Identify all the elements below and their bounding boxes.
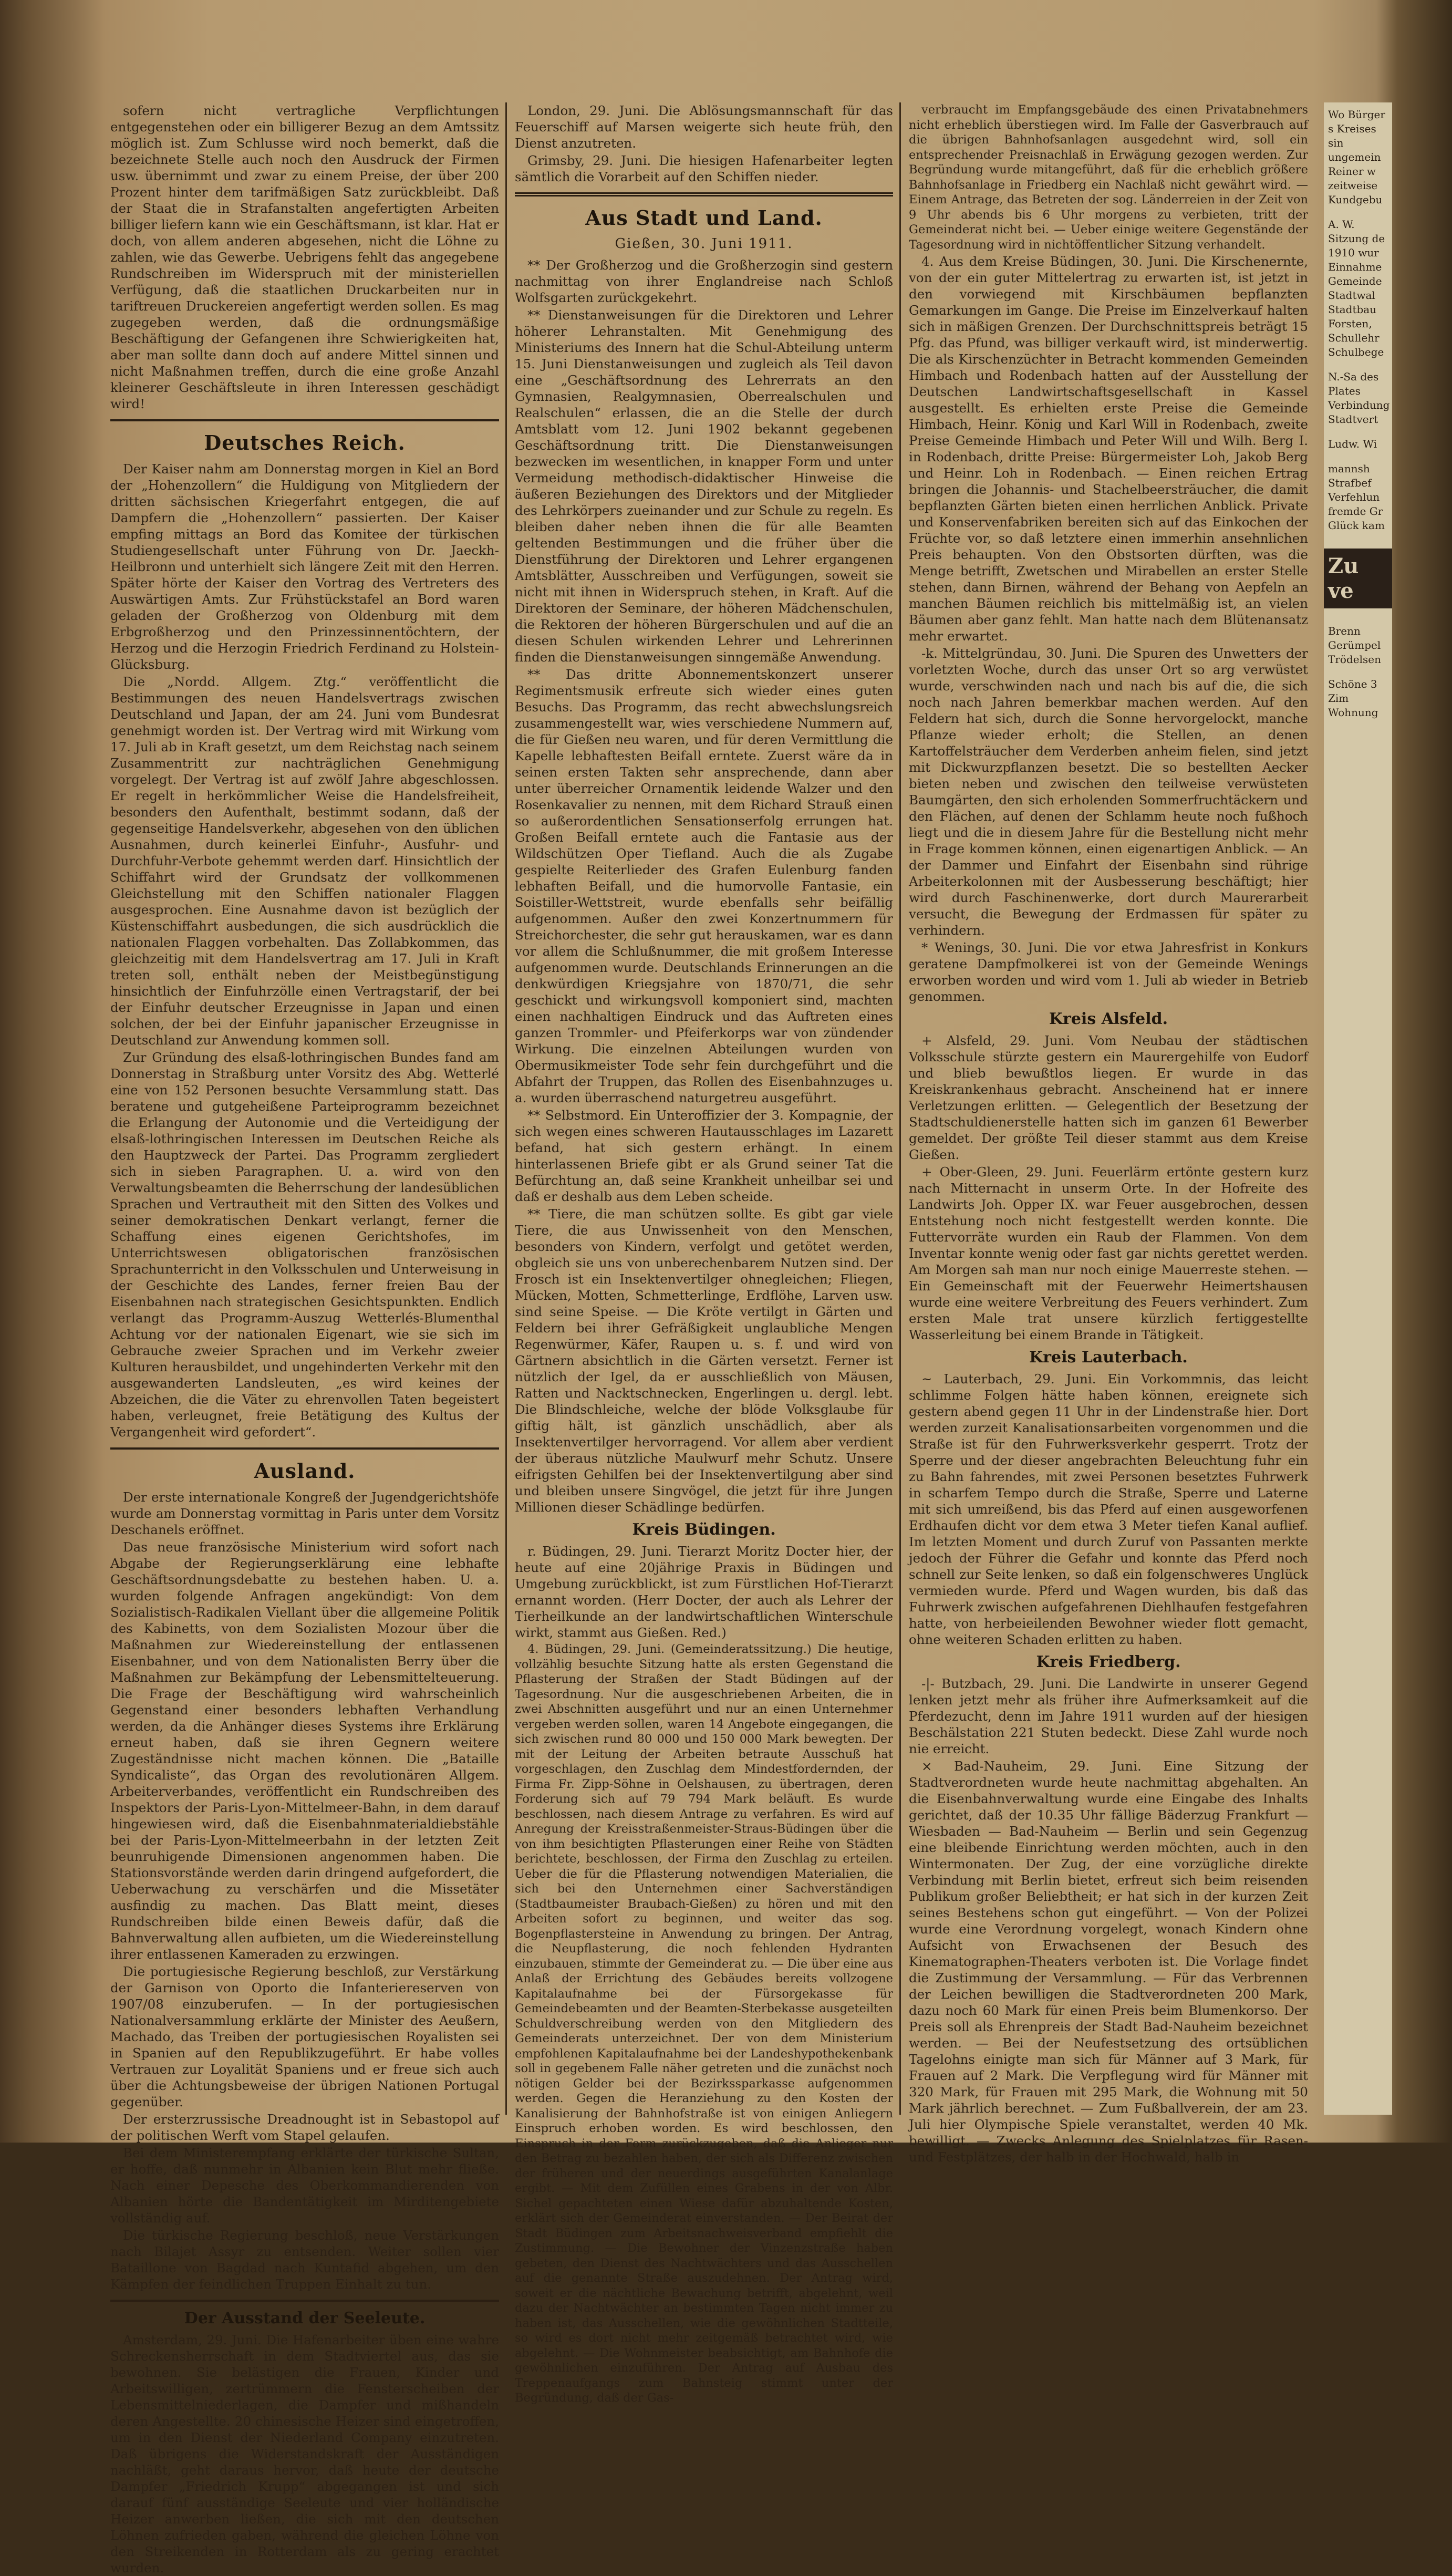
article-paragraph: Der erste internationale Kongreß der Jugendgerichtshöfe wurde am Donnerstag vormittag in Paris unter dem Vorsitz Deschanels eröffnet.	[110, 1489, 499, 1537]
cut-off-text: N.-Sa des Plates Verbindung Stadtvert	[1328, 370, 1390, 426]
article-paragraph: ** Selbstmord. Ein Unteroffizier der 3. Kompagnie, der sich wegen eines schweren Hautausschlages im Lazarett befand, hat sich gestern erhängt. In einem hinterlassenen Briefe gibt er als Grund seiner Tat die Befürchtung an, daß seine Krankheit unheilbar sei und daß er deshalb aus dem Leben scheide.	[515, 1108, 893, 1204]
article-paragraph: sofern nicht vertragliche Verpflichtungen entgegenstehen oder ein billigerer Bezug an dem Amtssitz möglich ist. Zum Schlusse wird noch bemerkt, daß die bezeichnete Stelle auch noch den Ausdruck der Firmen usw. übernimmt und zwar zu einem Preise, der über 200 Prozent hinter dem tarifmäßigen Satz zurückbleibt. Daß der Staat die in Strafanstalten angefertigten Arbeiten billiger liefern kann wie ein Geschäftsmann, ist klar. Hat er doch, von allem anderen abgesehen, nicht die Löhne zu zahlen, wie das Gewerbe. Uebrigens fehlt das angegebene Rundschreiben im Widerspruch mit der ministeriellen Verfügung, daß die staatlichen Druckarbeiten nur in tariftreuen Druckereien angefertigt werden sollen. Es mag zugegeben werden, daß die ordnungsmäßige Beschäftigung der Gefangenen ihre Schwierigkeiten hat, aber man sollte dann doch auf andere Mittel sinnen und nicht Maßnahmen treffen, durch die eine große Anzahl kleinerer Geschäftsleute in ihren Interessen geschädigt wird!	[110, 103, 499, 411]
article-paragraph: Das neue französische Ministerium wird sofort nach Abgabe der Regierungserklärung eine lebhafte Geschäftsordnungsdebatte zu bestehen haben. U. a. wurden folgende Anfragen angekündigt: Von dem Sozialistisch-Radikalen Viellant über die allgemeine Politik des Kabinetts, von dem Sozialisten Mozour über die Maßnahmen zur Wiedereinstellung der entlassenen Eisenbahner, und von dem Nationalisten Berry über die Maßnahmen zur Bekämpfung der Lebensmittelteuerung. Die Frage der Beschäftigung wird wahrscheinlich Gegenstand einer besonders lebhaften Verhandlung werden, da die Anhänger dieses Systems ihre Erklärung erneut haben, daß sie ihren Gegnern weitere Zugeständnisse nicht machen können. Die „Bataille Syndicaliste“, das Organ des revolutionären Allgem. Arbeiterverbandes, veröffentlicht ein Rundschreiben des Inspektors der Paris-Lyon-Mittelmeer-Bahn, in dem darauf hingewiesen wird, daß die Eisenbahnmaterialdiebstähle bei der Paris-Lyon-Mittelmeerbahn in der letzten Zeit beunruhigende Dimensionen angenommen haben. Die Stationsvorstände werden darin dringend aufgefordert, die Ueberwachung zu verschärfen und die Missetäter ausfindig zu machen. Das Blatt meint, dieses Rundschreiben bilde einen Beweis dafür, daß die Bahnverwaltung allen aufbieten, um die Wiedereinstellung ihrer entlassenen Kameraden zu erzwingen.	[110, 1539, 499, 1962]
article-paragraph: verbraucht im Empfangsgebäude des einen Privatabnehmers nicht erheblich überstiegen wird. Im Falle der Gasverbrauch auf die übrigen Bahnhofsanlagen ausgedehnt wird, soll ein entsprechender Preisnachlaß in Erwägung gezogen werden. Zur Begründung wurde mitangeführt, daß für die erheblich größere Bahnhofsanlage in Friedberg ein Nachlaß nicht gewährt wird. — Einem Antrage, das Betreten der sog. Länderreien in der Zeit von 9 Uhr abends bis 6 Uhr morgens zu verbieten, tritt der Gemeinderat nicht bei. — Ueber einige weitere Gegenstände der Tagesordnung wird in nichtöffentlicher Sitzung verhandelt.	[909, 103, 1308, 252]
article-paragraph: ** Das dritte Abonnementskonzert unserer Regimentsmusik erfreute sich wieder eines guten Besuchs. Das Programm, das recht abwechslungsreich zusammengestellt war, wies verschiedene Nummern auf, die für Gießen neu waren, und für deren Vermittlung die Kapelle lebhaftesten Beifall erntete. Zuerst wäre da in seinen ersten Takten sehr ansprechende, dann aber unter überreicher Ornamentik leidende Walzer und den Rosenkavalier zu nennen, mit dem Richard Strauß einen so außerordentlichen Sensationserfolg errungen hat. Großen Beifall erntete auch die Fantasie aus der Wildschützen Oper Tiefland. Auch die als Zugabe gespielte Reiterlieder des Grafen Eulenburg fanden lebhaften Beifall, und die humorvolle Fantasie, ein Soistiller-Wettstreit, wurde ebenfalls sehr beifällig aufgenommen. Außer den zwei Konzertnummern für Streichorchester, die sehr gut herauskamen, war es dann vor allem die Schlußnummer, die mit großem Interesse aufgenommen wurde. Deutschlands Erinnerungen an die denkwürdigen Kriegsjahre von 1870/71, die sehr geschickt und wirkungsvoll komponiert sind, machten einen nachhaltigen Eindruck und das Auftreten eines ganzen Trommler- und Pfeiferkorps war von zündender Wirkung. Die einzelnen Abteilungen wurden von Obermusikmeister Tode sehr fein durchgeführt und die Abfahrt der Truppen, das Rollen des Eisenbahnzuges u. a. wurden überraschend naturgetreu ausgeführt.	[515, 667, 893, 1105]
article-paragraph: Die portugiesische Regierung beschloß, zur Verstärkung der Garnison von Oporto die Infanteriereserven von 1907/08 einzuberufen. — In der portugiesischen Nationalversammlung erklärte der Minister des Aeußern, Machado, das Treiben der portugiesischen Royalisten sei in Spanien auf den Republikzugeführt. Er habe volles Vertrauen zur Loyalität Spaniens und er freue sich auch über die Achtungsbeweise der übrigen Nationen Portugal gegenüber.	[110, 1964, 499, 2109]
article-paragraph: -k. Mittelgründau, 30. Juni. Die Spuren des Unwetters der vorletzten Woche, durch das unser Ort so arg verwüstet wurde, verschwinden nach und nach bis auf die, die sich noch nach Jahren bemerkbar machen werden. Auf den Feldern hat sich, durch die Sonne hervorgelockt, manche Pflanze wieder erholt; die Stellen, an denen Kartoffelsträucher dem Verderben anheim fielen, sind jetzt mit Dickwurzpflanzen besetzt. Die so bestellten Aecker bieten neben und zwischen den teilweise verwüsteten Baumgärten, den sich erholenden Sommerfruchtäckern und den Flächen, auf denen der Schlamm heute noch fußhoch liegt und die in diesem Jahre für die Bestellung nicht mehr in Frage kommen können, einen eigenartigen Anblick. — An der Dammer und Einfahrt der Eisenbahn sind rührige Arbeiterkolonnen mit der Ausbesserung beschäftigt; hier wird durch Faschinenwerke, dort durch Maurerarbeit versucht, die Bewegung der Erdmassen für später zu verhindern.	[909, 646, 1308, 938]
section-rule	[110, 419, 499, 421]
article-paragraph: ~ Lauterbach, 29. Juni. Ein Vorkommnis, das leicht schlimme Folgen hätte haben können, ereignete sich gestern abend gegen 11 Uhr in der Lindenstraße hier. Dort werden zurzeit Kanalisationsarbeiten vorgenommen und die Straße ist für den Fuhrwerksverkehr gesperrt. Trotz der Sperre und der dieser angebrachten Beleuchtung fuhr ein zu Bahn fahrendes, mit zwei Personen besetztes Fuhrwerk in scharfem Tempo durch die Straße, Sperre und Laterne mit sich umreißend, bis das Pferd auf einen ausgeworfenen Erdhaufen dicht vor dem etwa 3 Meter tiefen Kanal auflief. Im letzten Moment und durch Zuruf von Passanten merkte jedoch der Führer die Gefahr und konnte das Pferd noch schnell zur Seite lenken, so daß ein folgenschweres Unglück vermieden wurde. Pferd und Wagen wurden, bis daß das Fuhrwerk zwischen aufgefahrenen Diehlhaufen festgefahren hatte, von herbeieilenden Bewohner wieder flott gemacht, ohne weiteren Schaden erlitten zu haben.	[909, 1371, 1308, 1647]
cut-off-text: Ludw. Wi	[1328, 438, 1377, 450]
article-paragraph: + Ober-Gleen, 29. Juni. Feuerlärm ertönte gestern kurz nach Mitternacht in unserm Orte. In der Hofreite des Landwirts Joh. Opper IX. war Feuer ausgebrochen, dessen Entstehung noch nicht festgestellt werden konnte. Die Futtervorräte wurden ein Raub der Flammen. Von dem Inventar konnte wenig oder fast gar nichts gerettet werden. Am Morgen sah man nur noch einige Mauerreste stehen. — Ein Gemeinschaft mit der Feuerwehr Heimertshausen wurde eine weitere Verbreitung des Feuers verhindert. Zum ersten Male trat unsere kürzlich fertiggestellte Wasserleitung bei einem Brande in Tätigkeit.	[909, 1164, 1308, 1342]
column-3	[909, 102, 1308, 2165]
district-heading: Kreis Büdingen.	[632, 1520, 776, 1539]
article-paragraph: r. Büdingen, 29. Juni. Tierarzt Moritz Docter hier, der heute auf eine 20jährige Praxis in Büdingen und Umgebung zurückblickt, ist zum Fürstlichen Hof-Tierarzt ernannt worden. (Herr Docter, der auch als Lehrer der Tierheilkunde an der landwirtschaftlichen Winterschule wirkt, stammt aus Gießen. Red.)	[515, 1544, 893, 1640]
article-paragraph: ** Der Großherzog und die Großherzogin sind gestern nachmittag von ihrer Englandreise nach Schloß Wolfsgarten zurückgekehrt.	[515, 257, 893, 305]
column-1	[110, 102, 499, 2575]
adjacent-page-edge	[1324, 102, 1392, 2115]
newspaper-page	[100, 102, 1392, 2575]
section-rule	[515, 192, 893, 196]
district-heading: Kreis Alsfeld.	[1049, 1010, 1168, 1028]
column-2	[515, 102, 893, 2405]
article-paragraph: 4. Aus dem Kreise Büdingen, 30. Juni. Die Kirschenernte, von der ein guter Mittelertrag zu erwarten ist, ist jetzt in den vorwiegend mit Kirschbäumen bepflanzten Gemarkungen im Gange. Die Preise im Einzelverkauf halten sich in mäßigen Grenzen. Der Durchschnittspreis beträgt 15 Pfg. das Pfund, was billiger verkauft wird, ist minderwertig. Die als Kirschenzüchter in Betracht kommenden Gemeinden Himbach und Rodenbach hatten auf der Ausstellung der Deutschen Landwirtschaftsgesellschaft in Kassel ausgestellt. Es erhielten erste Preise die Gemeinde Himbach, Heinr. König und Karl Will in Rodenbach, zweite Preise Gemeinde Himbach und Peter Will und Wilh. Berg I. in Rodenbach, dritte Preise: Bürgermeister Loh, Jakob Berg und Heinr. Loh in Rodenbach. — Einen reichen Ertrag bringen die Johannis- und Stachelbeersträucher, die damit bepflanzten Gärten bieten einen herrlichen Anblick. Private und Konservenfabriken bereiten sich auf das Einkochen der Früchte vor, so daß letztere einen immerhin ansehnlichen Preis behaupten. Von den Obstsorten dürften, was die Menge betrifft, Zwetschen und Mirabellen an erster Stelle stehen, dann Birnen, während der Behang von Aepfeln an manchen Bäumen reichlich bis mittelmäßig ist, an vielen Bäumen aber ganz fehlt. Man hatte nach dem Blütenansatz mehr erwartet.	[909, 254, 1308, 644]
article-paragraph: Die türkische Regierung beschloß, neue Verstärkungen nach Bilajet Assyr zu entsenden. Weiter sollen vier Bataillone von Bagdad nach Kuntafid abgehen, um den Kämpfen der feindlichen Truppen Einhalt zu tun.	[110, 2228, 499, 2292]
cut-off-text: Brenn Gerümpel Trödelsen	[1328, 625, 1381, 666]
section-rule	[110, 2300, 499, 2302]
district-heading: Der Ausstand der Seeleute.	[184, 2309, 426, 2327]
ad-heading: Zu ve	[1324, 549, 1392, 608]
column-divider	[899, 102, 901, 2115]
article-paragraph: Die „Nordd. Allgem. Ztg.“ veröffentlicht die Bestimmungen des neuen Handelsvertrags zwischen Deutschland und Japan, der am 24. Juni vom Bundesrat genehmigt worden ist. Der Vertrag wird mit Wirkung vom 17. Juli ab in Kraft gesetzt, um dem Reichstag nach seinem Zusammentritt zur nachträglichen Genehmigung vorgelegt. Der Vertrag ist auf zwölf Jahre abgeschlossen. Er regelt in herkömmlicher Weise die Handelsfreiheit, besonders den Aufenthalt, bestimmt sodann, daß der gegenseitige Handelsverkehr, abgesehen von den üblichen Ausnahmen, durch keinerlei Einfuhr-, Ausfuhr- und Durchfuhr-Verbote gehemmt werden darf. Hinsichtlich der Schiffahrt wird der Grundsatz der vollkommenen Gleichstellung mit den Schiffen nationaler Flaggen ausgesprochen. Eine Ausnahme davon ist bezüglich der Küstenschiffahrt ausbedungen, die sich ausdrücklich die nationalen Flaggen vorbehalten. Das Zollabkommen, das gleichzeitig mit dem Handelsvertrag am 17. Juli in Kraft treten soll, enthält neben der Meistbegünstigung hinsichtlich der Einfuhrzölle einen Vertragstarif, der bei der Einfuhr deutscher Erzeugnisse in Japan und einen solchen, der bei der Einfuhr japanischer Erzeugnisse in Deutschland zur Anwendung kommen soll.	[110, 674, 499, 1048]
district-heading: Kreis Friedberg.	[1036, 1653, 1181, 1671]
cut-off-text: mannsh Strafbef Verfehlun fremde Gr Glück kam	[1328, 462, 1385, 532]
article-paragraph: × Bad-Nauheim, 29. Juni. Eine Sitzung der Stadtverordneten wurde heute nachmittag abgehalten. An die Eisenbahnverwaltung wurde eine Eingabe des Inhalts gerichtet, daß der 10.35 Uhr fällige Bäderzug Frankfurt — Wiesbaden — Bad-Nauheim — Berlin und sein Gegenzug eine bleibende Einrichtung werden möchten, auch in den Wintermonaten. Der Zug, der eine vorzügliche direkte Verbindung mit Berlin bietet, erfreut sich beim reisenden Publikum großer Beliebtheit; er hat sich in der kurzen Zeit seines Bestehens schon gut eingeführt. — Von der Polizei wurde eine Verordnung vorgelegt, wonach Kindern ohne Aufsicht von Erwachsenen der Besuch des Kinematographen-Theaters verboten ist. Die Vorlage findet die Zustimmung der Versammlung. — Für das Verbrennen der Leichen bewilligen die Stadtverordneten 200 Mark, dazu noch 60 Mark für einen Preis beim Blumenkorso. Der Preis soll als Ehrenpreis der Stadt Bad-Nauheim bezeichnet werden. — Bei der Neufestsetzung des ortsüblichen Tagelohns einigte man sich für Männer auf 3 Mark, für Frauen auf 2 Mark. Die Verpflegung wird für Männer mit 320 Mark, für Frauen mit 295 Mark, die Wohnung mit 50 Mark jährlich berechnet. — Zum Fußballverein, der am 23. Juli hier Olympische Spiele veranstaltet, werden 40 Mk. bewilligt. — Zwecks Anlegung des Spielplatzes für Rasen- und Festplätzes, der halb in der Hochwald, halb in	[909, 1758, 1308, 2165]
cut-off-text: Schöne 3 Zim Wohnung	[1328, 678, 1378, 719]
article-paragraph: Zur Gründung des elsaß-lothringischen Bundes fand am Donnerstag in Straßburg unter Vorsitz des Abg. Wetterlé eine von 152 Personen besuchte Versammlung statt. Das beratene und gutgeheißene Parteiprogramm bezeichnet die Erlangung der Autonomie und die Verteidigung der elsaß-lothringischen Interessen im Deutschen Reiche als den Hauptzweck der Partei. Das Programm zergliedert sich in sieben Paragraphen. U. a. wird von den Verwaltungsbeamten die Beherrschung der landesüblichen Sprachen und Vertrautheit mit den Sitten des Volkes und seiner demokratischen Denkart verlangt, ferner die Schaffung eines eigenen Gerichtshofes, im Unterrichtswesen obligatorischen französischen Sprachunterricht in den Volksschulen und Unterweisung in der Geschichte des Landes, ferner freien Bau der Eisenbahnen nach strategischen Gesichtspunkten. Endlich verlangt das Programm-Auszug Wetterlés-Blumenthal Achtung vor der nationalen Eigenart, wie sie sich im Gebrauche zweier Sprachen und im Verkehr zweier Kulturen herausbildet, und ungehinderten Verkehr mit den ausgewanderten Landsleuten, „es wird keines der Abzeichen, die die Väter zu ehrenvollen Taten begeistert haben, verleugnet, freie Betätigung des Kultus der Vergangenheit wird gefordert“.	[110, 1050, 499, 1440]
article-paragraph: -|- Butzbach, 29. Juni. Die Landwirte in unserer Gegend lenken jetzt mehr als früher ihre Aufmerksamkeit auf die Pferdezucht, denn im Jahre 1911 wurden auf der hiesigen Beschälstation 221 Stuten bedeckt. Diese Zahl wurde noch nie erreicht.	[909, 1676, 1308, 1756]
article-paragraph: + Alsfeld, 29. Juni. Vom Neubau der städtischen Volksschule stürzte gestern ein Maurergehilfe von Eudorf und blieb bewußtlos liegen. Er wurde in das Kreiskrankenhaus gebracht. Anscheinend hat er innere Verletzungen erlitten. — Gelegentlich der Besetzung der Stadtschuldienerstelle hatten sich im ganzen 61 Bewerber gemeldet. Der größte Teil dieser stammt aus dem Kreise Gießen.	[909, 1033, 1308, 1162]
article-paragraph: ** Tiere, die man schützen sollte. Es gibt gar viele Tiere, die aus Unwissenheit von den Menschen, besonders von Kindern, verfolgt und getötet werden, obgleich sie uns von unberechenbarem Nutzen sind. Der Frosch ist ein Insektenvertilger ohnegleichen; Fliegen, Mücken, Motten, Schmetterlinge, Erdflöhe, Larven usw. sind seine Speise. — Die Kröte vertilgt in Gärten und Feldern bei ihrer Gefräßigkeit unglaubliche Mengen Regenwürmer, Käfer, Raupen u. s. f. und wird von Gärtnern absichtlich in die Gärten versetzt. Ferner ist nützlich der Igel, da er ausschließlich von Mäusen, Ratten und Nacktschnecken, Engerlingen u. dergl. lebt. Die Blindschleiche, welche der blöde Volksglaube für giftig hält, ist gänzlich unschädlich, aber als Insektenvertilger hervorragend. Vor allem aber verdient der überaus nützliche Maulwurf mehr Schutz. Unsere eifrigsten Gehilfen bei der Insektenvertilgung aber sind und bleiben unsere Singvögel, die jetzt für ihre Jungen Millionen dieser Schädlinge bedürfen.	[515, 1206, 893, 1515]
article-paragraph: Der ersterzrussische Dreadnought ist in Sebastopol auf der politischen Werft vom Stapel gelaufen.	[110, 2112, 499, 2143]
article-paragraph: * Wenings, 30. Juni. Die vor etwa Jahresfrist in Konkurs geratene Dampfmolkerei ist von der Gemeinde Wenings erworben worden und wird vom 1. Juli ab wieder in Betrieb genommen.	[909, 940, 1308, 1004]
cut-off-text: Wo Bürger s Kreises sin ungemein Reiner w zeitweise Kundgebu	[1328, 108, 1385, 206]
section-heading: Ausland.	[254, 1459, 356, 1483]
dateline: Gießen, 30. Juni 1911.	[615, 236, 793, 252]
district-heading: Kreis Lauterbach.	[1029, 1348, 1188, 1367]
article-paragraph: Grimsby, 29. Juni. Die hiesigen Hafenarbeiter legten sämtlich die Vorarbeit auf den Schiffen nieder.	[515, 153, 893, 184]
article-paragraph: 4. Büdingen, 29. Juni. (Gemeinderatssitzung.) Die heutige, vollzählig besuchte Sitzung hatte als ersten Gegenstand die Pflasterung der Straßen der Stadt Büdingen auf der Tagesordnung. Nur die ausgeschriebenen Arbeiten, die in zwei Abschnitten ausgeführt und nur an einen Unternehmer vergeben werden sollen, waren 14 Angebote eingegangen, die sich zwischen rund 80 000 und 150 000 Mark bewegten. Der mit der Leitung der Arbeiten betraute Ausschuß hat vorgeschlagen, den Zuschlag dem Mindestfordernden, der Firma Fr. Zipp-Söhne in Oelshausen, zu übertragen, deren Forderung sich auf 79 794 Mark beläuft. Es wurde beschlossen, nach diesem Antrage zu verfahren. Es wird auf Anregung der Kreisstraßenmeister-Straus-Büdingen über die von ihm besichtigten Pflasterungen einer Reihe von Städten berichtete, beschlossen, der Firma den Zuschlag zu erteilen. Ueber die für die Pflasterung notwendigen Materialien, die sich bei den Unternehmen einer Sachverständigen (Stadtbaumeister Braubach-Gießen) zu hören und mit den Arbeiten sofort zu beginnen, und weiter das sog. Bogenpflastersteine in Anwendung zu bringen. Der Antrag, die Neupflasterung, die noch fehlenden Hydranten einzubauen, stimmte der Gemeinderat zu. — Die über eine aus Anlaß der Errichtung des Gebäudes bereits vollzogene Kapitalaufnahme bei der Fürsorgekasse für Gemeindebeamten und der Beamten-Sterbekasse ausgeteilten Schuldverschreibung werden von den Mitgliedern des Gemeinderats unterzeichnet. Der von dem Ministerium empfohlenen Kapitalaufnahme bei der Landeshypothekenbank soll in gegebenem Falle näher getreten und die zunächst noch nötigen Gelder bei der Bezirkssparkasse aufgenommen werden. Gegen die Heranziehung zu den Kosten der Kanalisierung der Bahnhofstraße ist von einigen Anliegern Einspruch erhoben worden. Es wird beschlossen, den Einspruch in der Form zurückzugeben, daß die Anlieger nur den Betrag zu bezahlen haben, der sich als Differenz zwischen der früheren und der neuerdings ausgeführten Kanalanlage ergibt. — Mit dem Zufüllen eines Grabens in der von Albr. Sichel gepachteten einen Wiese dafür abzuhaltende Kosten, erklärt sich der Gemeinderat einverstanden. — Der Beirat der Stadt Büdingen zum Arbeitsnachweisverband empfiehlt die Zustimmung. — Die Bewohner der Vinzenzstraße haben gebeten, den Dienst des Nachtwächters und das Ausschellen auf die genannte Straße auszudehnen. Der Antrag wird, soweit er die nächtliche Bewachung betrifft, abgelehnt, weil dazu der Nachtwächter an bestimmten Tagen nicht immer zu haben ist, das Ausschellen, wie die gewöhnlichen Stadtteile, so wird es dort nicht mehr zeitgemäß betrachtet wird, wie abgelehnt. — Die Wohnmeister beabsichtigt, am Bahnhofe die gewöhnlichen einzuführen. Der Antrag auf Ausbau des Treppenaufgangs zum Bahnsteig stimmt unter der Begründung, daß der Gas-	[515, 1642, 893, 2405]
section-heading: Deutsches Reich.	[204, 431, 406, 454]
article-paragraph: London, 29. Juni. Die Ablösungsmannschaft für das Feuerschiff auf Marsen weigerte sich heute früh, den Dienst anzutreten.	[515, 103, 893, 151]
section-heading: Aus Stadt und Land.	[585, 206, 823, 230]
article-paragraph: Amsterdam, 29. Juni. Die Hafenarbeiter üben eine wahre Schreckensherrschaft in dem Stadtviertel aus, das sie bewohnen. Sie belästigen die Frauen, Kinder und Arbeitswilligen, zertrümmern die Fensterscheiben der Lebensmittelniederlagen, die Dampfer und mißhandeln deren Angestellte. 20 chinesische Heizer sind eingetroffen, um in den Dienst der Niederland Company einzutreten. Daß übrigens die Widerstandskraft der Ausständigen nachläßt, geht daraus hervor, daß heute der deutsche Dampfer „Friedrich Krupp“ abgegangen ist und sich darauf fünf ausständige Seeleute und vier holländische Heizer anwerben ließen, die sich mit den deutschen Löhnen zufrieden gaben, während die gleichen Löhne von den Streikenden in Rotterdam als zu gering erachtet wurden.	[110, 2332, 499, 2575]
column-divider	[505, 102, 507, 2115]
article-paragraph: ** Dienstanweisungen für die Direktoren und Lehrer höherer Lehranstalten. Mit Genehmigung des Ministeriums des Innern hat die Schul-Abteilung unterm 15. Juni Dienstanweisungen und zugleich als Teil davon eine „Geschäftsordnung des Lehrerrats an den Gymnasien, Realgymnasien, Oberrealschulen und Realschulen“ erlassen, die an die Stelle der durch Amtsblatt vom 12. Juni 1902 bekannt gegebenen Geschäftsordnung tritt. Die Dienstanweisungen bezwecken im wesentlichen, in knapper Form und unter Vermeidung methodisch-didaktischer Hinweise die äußeren Beziehungen des Direktors und der Mitglieder des Lehrkörpers zueinander und zur Schule zu regeln. Es bleiben daher neben ihnen die für alle Beamten geltenden Bestimmungen und die früher über die Dienstführung der Direktoren und Lehrer ergangenen Amtsblätter, Ausschreiben und Verfügungen, soweit sie nicht mit ihnen in Widerspruch stehen, in Kraft. Auf die Direktoren der Seminare, der höheren Mädchenschulen, die Rektoren der höheren Bürgerschulen und auf die an diesen Schulen wirkenden Lehrer und Lehrerinnen finden die Dienstanweisungen sinngemäße Anwendung.	[515, 307, 893, 665]
section-rule	[110, 1447, 499, 1450]
article-paragraph: Der Kaiser nahm am Donnerstag morgen in Kiel an Bord der „Hohenzollern“ die Huldigung von Mitgliedern der dritten sächsischen Kriegerfahrt entgegen, die auf Dampfern die „Hohenzollern“ passierten. Der Kaiser empfing mittags an Bord das Komitee der türkischen Studiengesellschaft unter Führung von Dr. Jaeckh-Heilbronn und unterhielt sich längere Zeit mit den Herren. Später hörte der Kaiser den Vortrag des Vertreters des Auswärtigen Amts. Zur Frühstückstafel an Bord waren geladen der Großherzog von Oldenburg mit dem Erbgroßherzog und den Prinzessinnentöchtern, der Herzog und die Herzogin Friedrich Ferdinand zu Holstein-Glücksburg.	[110, 461, 499, 672]
cut-off-text: A. W. Sitzung de 1910 wur Einnahme Gemeinde Stadtwal Stadtbau Forsten, Schullehr Schulbege	[1328, 218, 1385, 358]
article-paragraph: Bei dem Ministerempfang erklärte der türkische Sultan, er hoffe, daß nunmehr in Albanien kein Blut mehr fließe. Nach einer Depesche des Oberkommandierenden von Albanien hörte die Bandentätigkeit im Mirditengebiete vollständig auf.	[110, 2145, 499, 2226]
